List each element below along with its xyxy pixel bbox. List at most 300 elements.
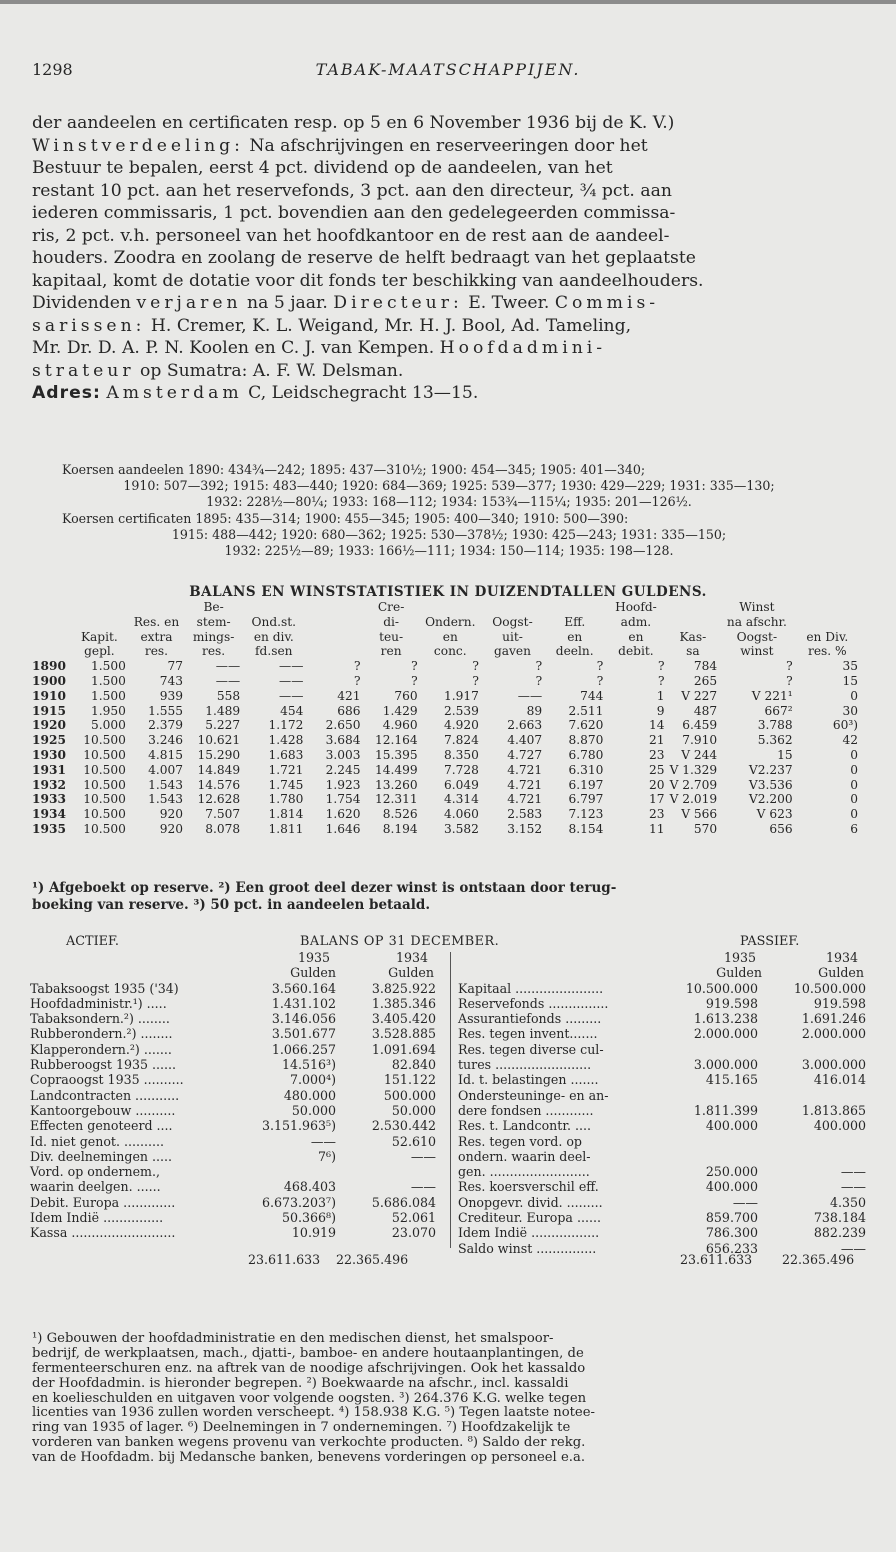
actief-unit-row xyxy=(30,965,440,980)
passief-item-label: Crediteur. Europa ...... xyxy=(458,1210,601,1226)
stats-cell: 743 xyxy=(159,673,184,688)
stats-cell: 8.870 xyxy=(568,733,604,748)
stats-cell: 1.917 xyxy=(443,688,479,703)
intro-text-run: restant 10 pct. aan het reservefonds, 3 pct. aan den directeur, ¾ pct. aan xyxy=(32,180,672,201)
actief-row xyxy=(30,1103,440,1118)
stats-header-cell xyxy=(667,600,720,615)
stats-header-row xyxy=(30,630,860,645)
passief-total-1935: 23.611.633 xyxy=(680,1252,753,1267)
stats-cell: 14.576 xyxy=(197,777,241,792)
intro-text-run: op Sumatra: A. F. W. Delsman. xyxy=(134,360,404,381)
stats-cell: —— xyxy=(279,659,304,674)
stats-cell: 558 xyxy=(216,688,241,703)
stats-cell: 2.245 xyxy=(325,762,361,777)
stats-cell: 9 xyxy=(656,703,665,718)
actief-value-1935: 50.366⁸) xyxy=(281,1210,336,1226)
stats-cell: 0 xyxy=(850,807,858,822)
stats-cell: 6.197 xyxy=(568,777,604,792)
stats-cell: 4.721 xyxy=(507,777,543,792)
stats-cell: —— xyxy=(215,659,241,674)
stats-row xyxy=(30,733,860,748)
passief-value-1934: 1.813.865 xyxy=(801,1102,866,1118)
passief-value-1935: 3.000.000 xyxy=(693,1057,758,1073)
stats-cell: ? xyxy=(411,659,418,674)
passief-year-1934: 1934 xyxy=(825,950,858,965)
stats-cell: 12.628 xyxy=(197,792,241,807)
actief-item-label: Id. niet genot. .......... xyxy=(30,1133,165,1149)
stats-cell: 656 xyxy=(769,821,793,836)
actief-value-1934: 2.530.442 xyxy=(371,1118,436,1134)
stats-cell: 421 xyxy=(337,688,361,703)
stats-header-cell: res. % xyxy=(808,644,847,659)
stats-note-line: ¹) Afgeboekt op reserve. ²) Een groot deel dezer winst is ontstaan door terug- xyxy=(32,880,617,896)
stats-cell: 12.311 xyxy=(375,792,418,807)
stats-cell: 4.815 xyxy=(148,747,184,762)
stats-cell: 1 xyxy=(656,688,665,703)
intro-text-run: H. Cremer, K. L. Weigand, Mr. H. J. Bool, Ad. Tameling, xyxy=(145,315,632,336)
stats-cell: 1.500 xyxy=(91,673,126,688)
stats-header-cell xyxy=(242,600,305,615)
stats-row xyxy=(30,689,860,704)
stats-year-cell: 1900 xyxy=(32,673,66,688)
stats-header-cell: Hoofd- xyxy=(615,600,657,614)
column-divider xyxy=(450,952,451,1248)
stats-header-cell: Res. en xyxy=(133,614,180,629)
stats-cell: 2.583 xyxy=(507,807,543,822)
actief-value-1935: 3.560.164 xyxy=(271,980,336,996)
stats-cell: ? xyxy=(786,673,793,688)
passief-value-1935: 786.300 xyxy=(705,1225,758,1241)
intro-line xyxy=(32,360,866,383)
stats-cell: —— xyxy=(279,688,304,703)
actief-row xyxy=(30,996,440,1011)
intro-text-run: der aandeelen en certificaten resp. op 5 en 6 November 1936 bij de K. V.) xyxy=(32,113,675,133)
stats-cell: 10.500 xyxy=(83,821,126,836)
stats-cell: 1.543 xyxy=(148,777,184,792)
stats-cell: V3.536 xyxy=(748,777,793,792)
stats-header-cell xyxy=(305,630,362,645)
stats-cell: ? xyxy=(354,673,361,688)
stats-header-cell: gaven xyxy=(493,644,531,659)
intro-text-run: ris, 2 pct. v.h. personeel van het hoofdkantoor en de rest aan de aandeel- xyxy=(32,225,670,246)
actief-value-1934: 151.122 xyxy=(383,1072,436,1088)
stats-cell: 15.395 xyxy=(375,747,418,762)
passief-label: PASSIEF. xyxy=(740,934,800,949)
stats-row xyxy=(30,778,860,793)
stats-cell: 5.000 xyxy=(91,718,126,733)
stats-header-cell: teu- xyxy=(379,629,404,644)
stats-cell: 2.663 xyxy=(507,718,543,733)
passief-value-1934: 400.000 xyxy=(813,1118,866,1134)
stats-header-cell xyxy=(305,615,362,630)
stats-header-cell xyxy=(30,644,71,659)
stats-header-cell xyxy=(30,600,71,615)
stats-year-cell: 1890 xyxy=(32,659,66,674)
passief-value-1934: 2.000.000 xyxy=(801,1026,866,1042)
actief-item-label: Rubberondern.²) ........ xyxy=(30,1026,173,1042)
stats-header-cell xyxy=(71,600,128,615)
koersen-line: Koersen aandeelen 1890: 434¾—242; 1895: 437—310½; 1900: 454—345; 1905: 401—340; xyxy=(62,462,646,477)
passief-item-label: dere fondsen ............ xyxy=(458,1102,594,1118)
stats-title: BALANS EN WINSTSTATISTIEK IN DUIZENDTALLEN GULDENS. xyxy=(189,584,707,600)
stats-cell: 2.650 xyxy=(325,718,361,733)
stats-header-cell xyxy=(305,644,362,659)
intro-text-run: Hoofdadmini- xyxy=(439,338,607,358)
passief-row xyxy=(458,996,866,1011)
actief-row xyxy=(30,1026,440,1041)
actief-value-1934: 52.061 xyxy=(391,1210,436,1226)
passief-value-1935: 919.598 xyxy=(705,995,758,1011)
passief-value-1935: 1.613.238 xyxy=(693,1011,758,1027)
stats-cell: 89 xyxy=(526,703,543,718)
stats-cell: 8.526 xyxy=(382,807,418,822)
stats-cell: 1.721 xyxy=(268,762,304,777)
stats-cell: 1.780 xyxy=(268,792,304,807)
stats-header-cell: na afschr. xyxy=(726,614,787,629)
stats-header-cell: Kapit. xyxy=(80,629,118,644)
intro-line xyxy=(32,180,866,203)
stats-header-row xyxy=(30,600,860,615)
stats-row xyxy=(30,763,860,778)
passief-item-label: Kapitaal ...................... xyxy=(458,980,604,996)
passief-row xyxy=(458,1042,866,1057)
stats-cell: ? xyxy=(535,673,543,688)
intro-line xyxy=(32,247,866,270)
actief-value-1935: 14.516³) xyxy=(281,1057,336,1073)
actief-value-1934: 5.686.084 xyxy=(371,1194,436,1210)
actief-row xyxy=(30,1195,440,1210)
stats-header-row xyxy=(30,644,860,659)
stats-year-cell: 1931 xyxy=(32,762,66,777)
intro-line xyxy=(32,112,866,135)
stats-header-cell: uit- xyxy=(502,629,523,644)
stats-header-cell xyxy=(481,600,544,615)
koersen-line: 1910: 507—392; 1915: 483—440; 1920: 684—369; 1925: 539—377; 1930: 429—229; 1931: 335—130; xyxy=(123,478,775,494)
stats-year-cell: 1920 xyxy=(32,718,66,733)
stats-header-cell: Oogst- xyxy=(736,629,778,644)
passief-row xyxy=(458,981,866,996)
stats-cell: V 244 xyxy=(681,747,718,762)
stats-cell: 570 xyxy=(693,821,718,836)
stats-cell: 0 xyxy=(850,777,858,792)
passief-value-1935: 400.000 xyxy=(705,1118,758,1134)
actief-value-1934: 3.825.922 xyxy=(371,980,436,996)
actief-row xyxy=(30,981,440,996)
stats-header-cell: adm. xyxy=(620,614,652,629)
passief-item-label: Reservefonds ............... xyxy=(458,995,609,1011)
intro-text-run: Na afschrijvingen en reserveeringen door het xyxy=(243,135,648,156)
passief-value-1935: 400.000 xyxy=(705,1179,758,1195)
stats-header-cell xyxy=(30,630,71,645)
stats-cell: 14 xyxy=(649,718,665,733)
stats-cell: ? xyxy=(786,659,793,674)
stats-cell: 784 xyxy=(693,659,718,674)
intro-line xyxy=(32,225,866,248)
passief-item-label: Id. t. belastingen ....... xyxy=(458,1072,599,1088)
stats-cell: 1.500 xyxy=(91,659,126,674)
passief-item-label: Res. tegen invent....... xyxy=(458,1026,598,1042)
stats-header-cell: winst xyxy=(740,644,774,659)
top-rule xyxy=(0,0,896,4)
actief-unit-1935: Gulden xyxy=(290,965,336,981)
intro-text-run: C, Leidschegracht 13—15. xyxy=(242,383,479,403)
actief-row xyxy=(30,1072,440,1087)
stats-cell: 23 xyxy=(649,807,665,822)
stats-cell: V 227 xyxy=(681,688,718,703)
actief-item-label: Kantoorgebouw .......... xyxy=(30,1102,176,1118)
intro-text-run: iederen commissaris, 1 pct. bovendien aan den gedelegeerden commissa- xyxy=(32,203,676,223)
actief-row xyxy=(30,1088,440,1103)
stats-cell: 920 xyxy=(159,821,184,836)
actief-value-1934: —— xyxy=(410,1179,436,1195)
actief-value-1935: 7.000⁴) xyxy=(289,1072,336,1088)
stats-header-cell: Winst xyxy=(739,600,775,614)
stats-row xyxy=(30,674,860,689)
page-number: 1298 xyxy=(32,60,73,79)
stats-row xyxy=(30,792,860,807)
actief-item-label: Div. deelnemingen ..... xyxy=(30,1148,173,1164)
intro-text-run: Commis- xyxy=(554,293,660,313)
stats-year-cell: 1925 xyxy=(32,733,66,748)
stats-cell: 7.824 xyxy=(443,733,479,748)
passief-row xyxy=(458,1134,866,1149)
stats-cell: 7.728 xyxy=(443,762,479,777)
stats-cell: 920 xyxy=(159,807,184,822)
passief-row xyxy=(458,1225,866,1240)
stats-row xyxy=(30,659,860,674)
stats-cell: 1.814 xyxy=(268,807,304,822)
passief-value-1934: 3.000.000 xyxy=(801,1057,866,1073)
passief-item-label: Res. tegen vord. op xyxy=(458,1133,582,1149)
stats-cell: 14.499 xyxy=(375,762,418,777)
stats-cell: 3.684 xyxy=(325,733,361,748)
stats-cell: 6.310 xyxy=(568,762,604,777)
stats-header-cell xyxy=(420,600,481,615)
passief-item-label: Saldo winst ............... xyxy=(458,1240,597,1256)
actief-item-label: waarin deelgen. ...... xyxy=(30,1179,161,1195)
actief-value-1935: 50.000 xyxy=(291,1102,336,1118)
stats-cell: 35 xyxy=(842,659,858,674)
stats-header-cell: Kas- xyxy=(679,629,707,644)
stats-cell: ? xyxy=(596,673,604,688)
stats-header-cell xyxy=(544,600,605,615)
footnotes xyxy=(32,1332,866,1466)
passief-item-label: Onopgevr. divid. ......... xyxy=(458,1194,603,1210)
stats-note-line: boeking van reserve. ³) 50 pct. in aandeelen betaald. xyxy=(32,897,431,913)
stats-header-row xyxy=(30,615,860,630)
passief-row xyxy=(458,1210,866,1225)
stats-cell: 4.727 xyxy=(507,747,543,762)
passief-value-1935: 2.000.000 xyxy=(693,1026,758,1042)
actief-year-1935: 1935 xyxy=(297,950,330,965)
stats-cell: 8.194 xyxy=(382,821,418,836)
actief-value-1935: 3.501.677 xyxy=(271,1026,336,1042)
stats-cell: 1.543 xyxy=(148,792,184,807)
actief-item-label: Idem Indië ............... xyxy=(30,1210,164,1226)
stats-cell: 1.500 xyxy=(91,688,126,703)
stats-header-cell: en xyxy=(442,629,458,644)
stats-cell: 2.539 xyxy=(443,703,479,718)
actief-value-1934: 1.091.694 xyxy=(371,1041,436,1057)
stats-header-cell: Ondern. xyxy=(425,614,476,629)
actief-row xyxy=(30,1225,440,1240)
stats-cell: ? xyxy=(472,673,479,688)
stats-cell: ? xyxy=(657,673,665,688)
stats-cell: 3.152 xyxy=(507,821,543,836)
passief-row xyxy=(458,1011,866,1026)
stats-cell: 4.960 xyxy=(382,718,418,733)
actief-value-1935: 480.000 xyxy=(283,1087,336,1103)
stats-cell: 10.500 xyxy=(83,777,126,792)
stats-header-cell: Cre- xyxy=(377,600,405,614)
stats-cell: V 566 xyxy=(681,807,718,822)
intro-text-run: Winstverdeeling: xyxy=(32,135,244,156)
stats-cell: 5.227 xyxy=(205,718,241,733)
stats-year-cell: 1910 xyxy=(32,688,66,703)
stats-cell: 17 xyxy=(649,792,665,807)
actief-total-1934: 22.365.496 xyxy=(336,1252,409,1267)
stats-cell: 487 xyxy=(693,703,718,718)
footnote-line: fermenteerschuren enz. na aftrek van de noodige afschrijvingen. Ook het kassaldo xyxy=(32,1361,586,1376)
koersen-line: 1932: 225½—89; 1933: 166½—111; 1934: 150—114; 1935: 198—128. xyxy=(224,543,674,559)
footnote-line: bedrijf, de werkplaatsen, mach., djatti-, bamboe- en andere houtaanplantingen, de xyxy=(32,1346,584,1361)
stats-header-cell: gepl. xyxy=(84,644,115,659)
intro-line xyxy=(32,315,866,338)
stats-header-cell xyxy=(30,615,71,630)
actief-value-1934: —— xyxy=(410,1148,436,1164)
actief-year-row xyxy=(30,950,440,965)
stats-cell: 6.797 xyxy=(568,792,604,807)
stats-cell: 8.078 xyxy=(205,821,241,836)
stats-header-cell xyxy=(128,600,185,615)
stats-header-cell: res. xyxy=(144,644,169,659)
stats-cell: V 623 xyxy=(756,807,793,822)
stats-cell: 23 xyxy=(649,747,665,762)
passief-unit-row xyxy=(458,965,866,980)
stats-cell: 4.920 xyxy=(443,718,479,733)
stats-row xyxy=(30,748,860,763)
stats-header-cell: di- xyxy=(383,614,400,629)
actief-value-1934: 50.000 xyxy=(391,1102,436,1118)
passief-unit-1935: Gulden xyxy=(716,965,762,981)
balance-title: BALANS OP 31 DECEMBER. xyxy=(300,934,500,949)
stats-header-cell: en Div. xyxy=(806,629,849,644)
stats-cell: 42 xyxy=(842,733,858,748)
stats-header-cell: ren xyxy=(380,644,402,659)
stats-cell: 1.754 xyxy=(325,792,361,807)
actief-value-1934: 23.070 xyxy=(391,1225,436,1241)
stats-cell: —— xyxy=(215,673,241,688)
stats-cell: 4.721 xyxy=(507,762,543,777)
stats-cell: V 221¹ xyxy=(751,688,793,703)
stats-cell: ? xyxy=(535,659,543,674)
stats-cell: 5.362 xyxy=(757,733,793,748)
passief-row xyxy=(458,1179,866,1194)
stats-cell: 8.350 xyxy=(443,747,479,762)
stats-cell: 1.172 xyxy=(268,718,304,733)
stats-header-cell: Eff. xyxy=(564,614,586,629)
stats-cell: 7.507 xyxy=(205,807,241,822)
stats-cell: 3.788 xyxy=(757,718,793,733)
stats-header-cell: conc. xyxy=(433,644,467,659)
stats-header-cell xyxy=(71,615,128,630)
actief-item-label: Tabaksoogst 1935 ('34) xyxy=(30,980,179,996)
stats-header-cell: fd.sen xyxy=(255,644,293,659)
passief-value-1935: 415.165 xyxy=(705,1072,758,1088)
stats-cell: 0 xyxy=(850,688,858,703)
passief-value-1934: 416.014 xyxy=(813,1072,866,1088)
actief-value-1935: 468.403 xyxy=(283,1179,336,1195)
stats-cell: 4.060 xyxy=(443,807,479,822)
passief-value-1934: 1.691.246 xyxy=(801,1011,866,1027)
passief-total-1934: 22.365.496 xyxy=(782,1252,855,1267)
stats-cell: 3.246 xyxy=(148,733,184,748)
stats-cell: 10.500 xyxy=(83,807,126,822)
actief-value-1935: 1.066.257 xyxy=(271,1041,336,1057)
stats-cell: 1.923 xyxy=(325,777,361,792)
actief-row xyxy=(30,1164,440,1179)
stats-cell: ? xyxy=(596,659,604,674)
actief-item-label: Landcontracten ........... xyxy=(30,1087,180,1103)
stats-header-cell: en xyxy=(628,629,644,644)
koersen-line: 1915: 488—442; 1920: 680—362; 1925: 530—378½; 1930: 425—243; 1931: 335—150; xyxy=(171,526,727,542)
actief-label: ACTIEF. xyxy=(66,934,119,949)
stats-header-cell xyxy=(795,600,860,615)
passief-item-label: Ondersteuninge- en an- xyxy=(458,1087,609,1103)
intro-line xyxy=(32,337,866,360)
passief-unit-1934: Gulden xyxy=(818,965,864,981)
stats-cell: 1.745 xyxy=(268,777,304,792)
intro-text-run: kapitaal, komt de dotatie voor dit fonds ter beschikking van aandeelhouders. xyxy=(32,270,704,291)
actief-value-1934: 1.385.346 xyxy=(371,995,436,1011)
passief-value-1934: —— xyxy=(840,1240,866,1256)
passief-year-1935: 1935 xyxy=(723,950,756,965)
passief-value-1935: 859.700 xyxy=(705,1210,758,1226)
stats-cell: 15.290 xyxy=(197,747,241,762)
passief-value-1934: 738.184 xyxy=(813,1210,866,1226)
running-title: TABAK-MAATSCHAPPIJEN. xyxy=(315,60,581,79)
stats-row xyxy=(30,718,860,733)
stats-cell: 25 xyxy=(649,762,665,777)
intro-line xyxy=(32,135,866,158)
intro-line xyxy=(32,382,866,405)
stats-cell: 77 xyxy=(167,659,184,674)
actief-value-1934: 3.405.420 xyxy=(371,1011,436,1027)
stats-header-cell: debit. xyxy=(618,644,654,659)
actief-item-label: Klapperondern.²) ....... xyxy=(30,1041,172,1057)
stats-cell: 6.780 xyxy=(568,747,604,762)
passief-row xyxy=(458,1026,866,1041)
passief-value-1935: 250.000 xyxy=(705,1164,758,1180)
intro-text-run: verjaren xyxy=(136,293,242,313)
stats-header-cell: en div. xyxy=(253,629,294,644)
passief-value-1934: 919.598 xyxy=(813,995,866,1011)
stats-cell: 1.555 xyxy=(148,703,184,718)
stats-header-cell xyxy=(305,600,362,615)
passief-value-1934: —— xyxy=(840,1164,866,1180)
stats-year-cell: 1934 xyxy=(32,807,66,822)
stats-header-cell: Be- xyxy=(203,600,224,614)
page-header xyxy=(32,60,864,84)
passief-row xyxy=(458,1149,866,1164)
stats-cell: 20 xyxy=(649,777,665,792)
actief-row xyxy=(30,1118,440,1133)
stats-cell: —— xyxy=(279,673,304,688)
stats-header-cell xyxy=(795,615,860,630)
stats-cell: 1.950 xyxy=(91,703,126,718)
passief-value-1934: —— xyxy=(840,1179,866,1195)
stats-header-cell: Ond.st. xyxy=(251,614,297,629)
